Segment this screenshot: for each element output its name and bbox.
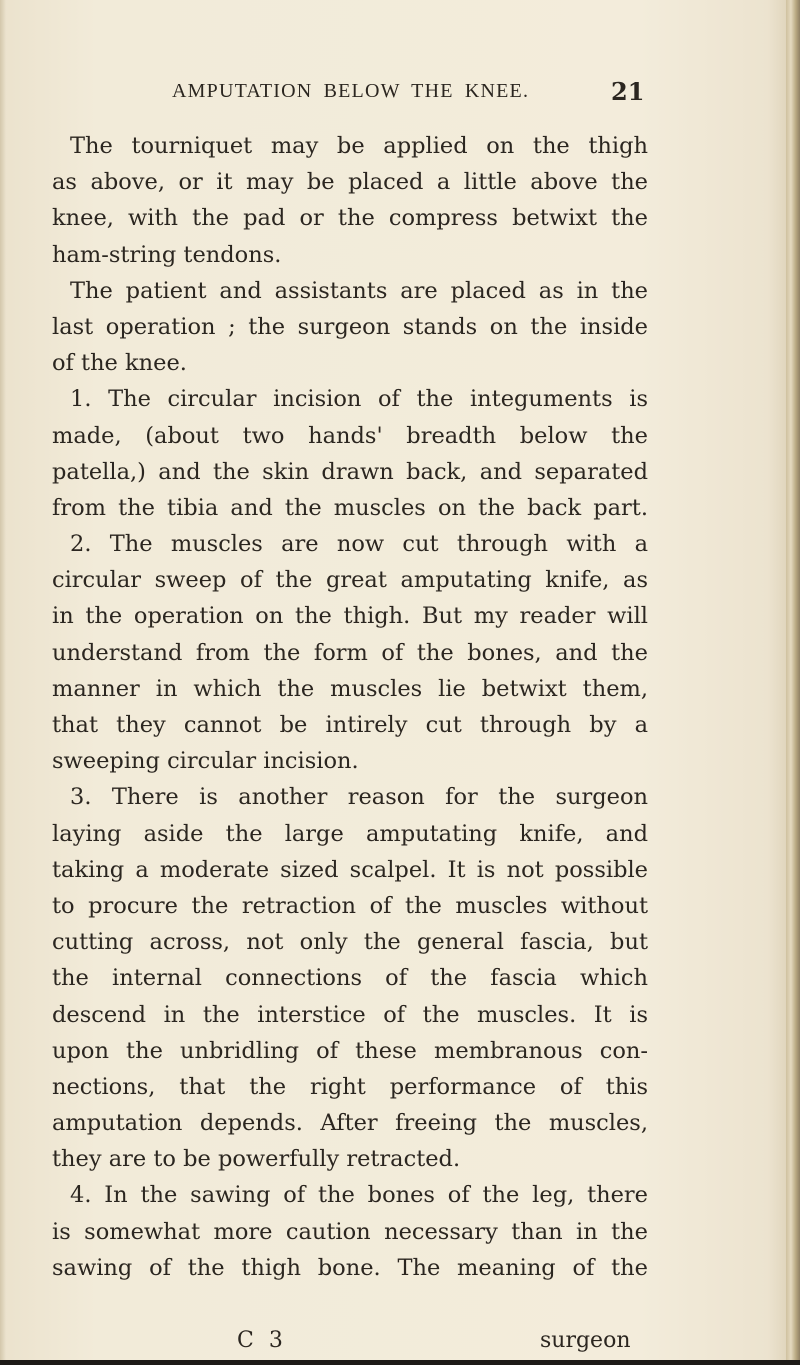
text-line: the internal connections of the fascia which [52,965,648,992]
page-footer [0,1328,800,1360]
text-line: circular sweep of the great amputating knife, as [52,567,648,594]
text-line: ham-string tendons. [52,241,282,268]
page-number: 21 [611,77,645,106]
text-line: 1. The circular incision of the integuments is [70,386,648,413]
text-line: from the tibia and the muscles on the back part. [52,494,648,521]
page-bottom-edge [0,1360,800,1365]
text-line: laying aside the large amputating knife, and [52,820,648,847]
text-line: amputation depends. After freeing the muscles, [52,1110,648,1137]
signature-mark: C 3 [237,1328,287,1353]
text-line: knee, with the pad or the compress betwixt the [52,205,648,232]
catchword: surgeon [540,1328,631,1353]
text-line: The patient and assistants are placed as in the [70,277,648,304]
text-line: cutting across, not only the general fascia, but [52,929,648,956]
text-line: descend in the interstice of the muscles. It is [52,1001,648,1028]
page-header [0,77,800,116]
text-line: sawing of the thigh bone. The meaning of the [52,1254,648,1281]
text-line: in the operation on the thigh. But my reader will [52,603,648,630]
text-line: sweeping circular incision. [52,748,359,775]
text-line: that they cannot be intirely cut through by a [52,712,648,738]
page-gutter-shadow [0,0,6,1365]
text-line: last operation ; the surgeon stands on the inside [52,313,648,340]
text-line: taking a moderate sized scalpel. It is not possible [52,856,648,883]
text-line: 4. In the sawing of the bones of the leg, there [70,1182,648,1209]
text-line: patella,) and the skin drawn back, and separated [52,458,648,485]
text-line: 2. The muscles are now cut through with a [70,531,648,558]
text-line: is somewhat more caution necessary than in the [52,1218,648,1245]
text-line: to procure the retraction of the muscles without [52,892,648,919]
text-line: 3. There is another reason for the surgeon [70,784,648,811]
text-line: of the knee. [52,350,187,377]
running-head: AMPUTATION BELOW THE KNEE. [172,80,530,102]
text-line: they are to be powerfully retracted. [52,1146,461,1173]
text-line: The tourniquet may be applied on the thigh [70,133,648,159]
text-line: upon the unbridling of these membranous con- [52,1037,648,1064]
text-line: as above, or it may be placed a little above the [52,169,648,196]
text-line: made, (about two hands' breadth below the [52,422,648,449]
body-text [52,128,648,1286]
text-line: nections, that the right performance of this [52,1073,648,1100]
page-right-edge [786,0,800,1365]
text-line: understand from the form of the bones, and the [52,639,648,666]
text-line: manner in which the muscles lie betwixt them, [52,675,648,702]
